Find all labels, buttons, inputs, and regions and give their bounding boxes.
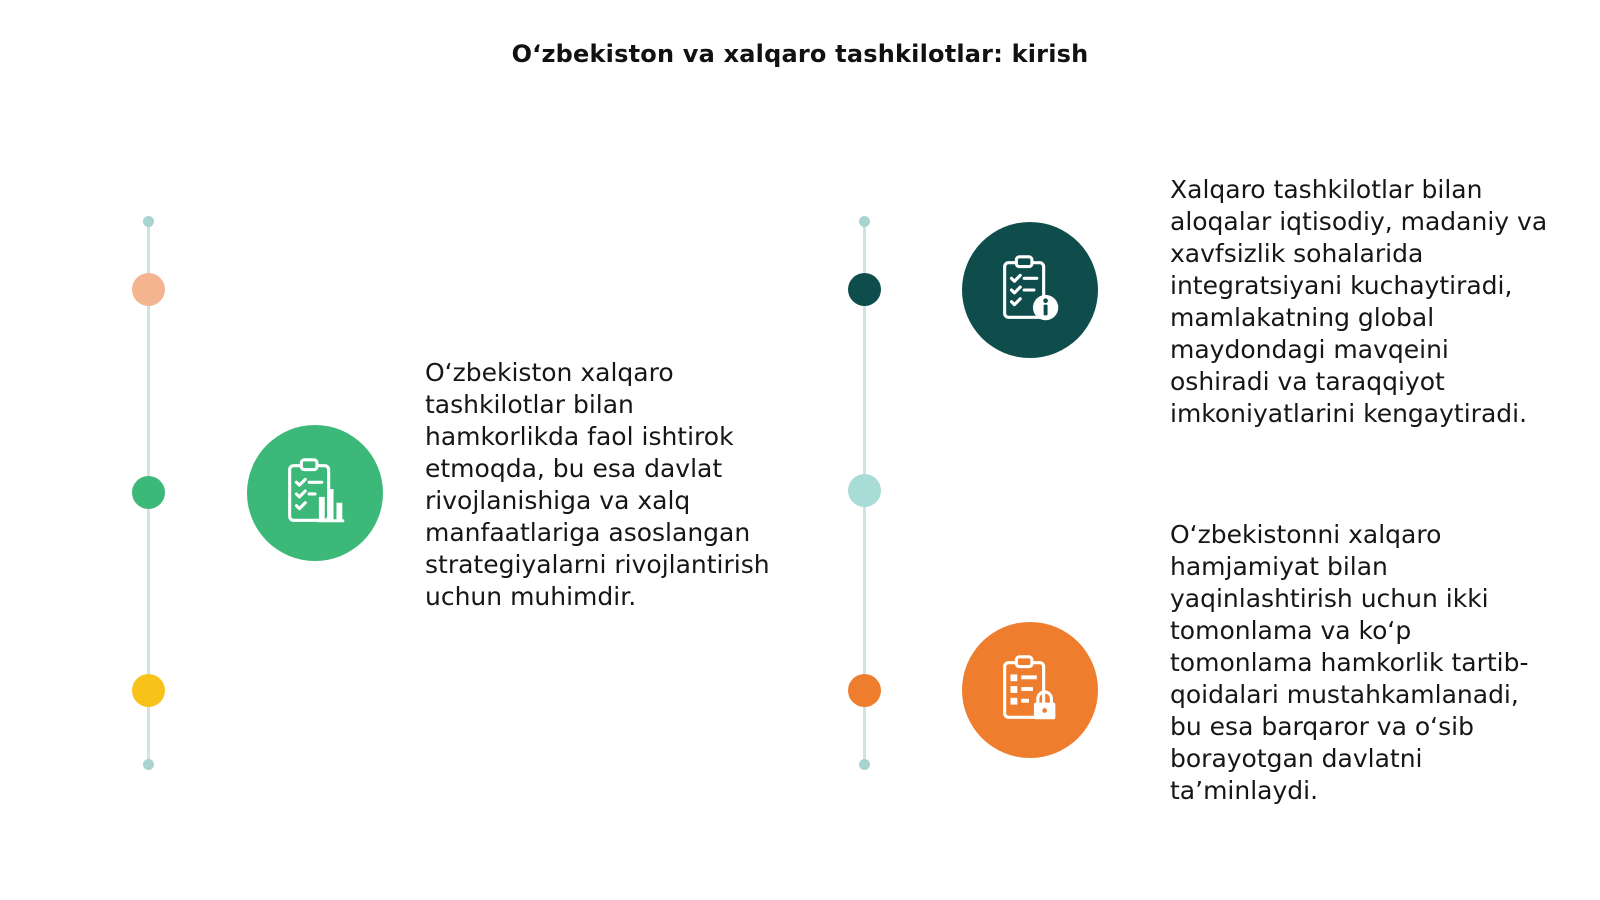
item-3-text: O‘zbekistonni xalqaro hamjamiyat bilan yaqinlashtirish uchun ikki tomonlama va ko‘p tomonlama hamkorlik tartib-qoidalari mustahkamlanadi, bu esa barqaror va o‘sib borayotgan davlatni ta’minlaydi. — [1170, 520, 1529, 805]
right-timeline-orange-dot — [848, 674, 881, 707]
item-1-icon-circle — [247, 425, 383, 561]
left-timeline-green-dot — [132, 476, 165, 509]
page-title: O‘zbekiston va xalqaro tashkilotlar: kirish — [511, 40, 1089, 68]
item-2-text: Xalqaro tashkilotlar bilan aloqalar iqtisodiy, madaniy va xavfsizlik sohalarida integratsiyani kuchaytiradi, mamlakatning global maydondagi mavqeini oshiradi va taraqqiyot imkoniyatlarini kengaytiradi. — [1170, 175, 1548, 428]
left-timeline-start-dot — [143, 216, 154, 227]
right-timeline-start-dot — [859, 216, 870, 227]
clipboard-lock-icon — [991, 651, 1069, 729]
item-1-text: O‘zbekiston xalqaro tashkilotlar bilan hamkorlikda faol ishtirok etmoqda, bu esa davlat rivojlanishiga va xalq manfaatlariga asoslangan strategiyalarni rivojlantirish uchun muhimdir. — [425, 358, 770, 611]
clipboard-chart-icon — [276, 454, 354, 532]
item-3-icon-circle — [962, 622, 1098, 758]
item-2-icon-circle — [962, 222, 1098, 358]
left-timeline-peach-dot — [132, 273, 165, 306]
left-timeline-yellow-dot — [132, 674, 165, 707]
right-timeline-end-dot — [859, 759, 870, 770]
right-timeline-teal-dot — [848, 273, 881, 306]
right-timeline-mint-dot — [848, 474, 881, 507]
clipboard-info-icon — [991, 251, 1069, 329]
left-timeline-end-dot — [143, 759, 154, 770]
